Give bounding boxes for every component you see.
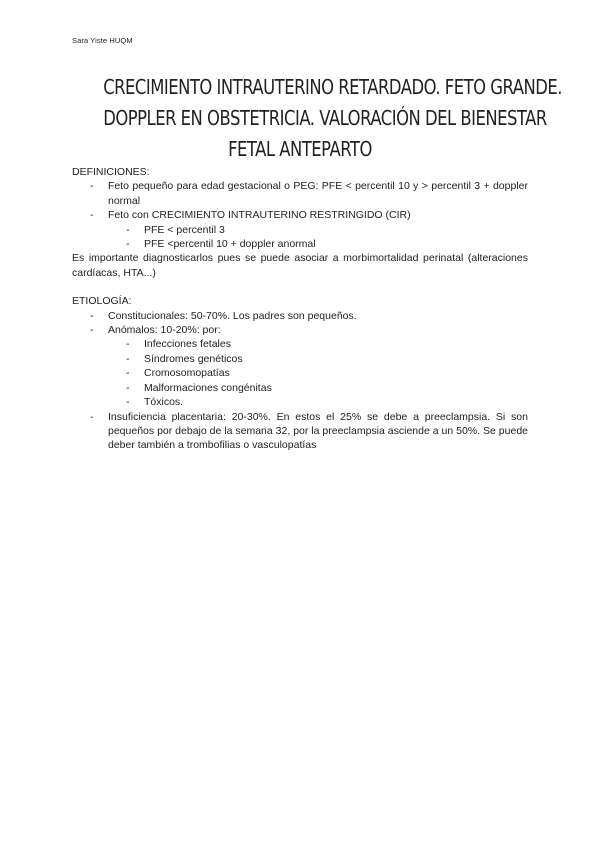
header-author: Sara Yiste HUQM xyxy=(72,36,133,45)
cir-sublist xyxy=(72,223,528,252)
etiologia-list xyxy=(72,309,528,338)
list-item xyxy=(72,410,528,453)
title-line-1: CRECIMIENTO INTRAUTERINO RETARDADO. FETO GRANDE. xyxy=(103,75,562,99)
dash-bullet: - xyxy=(126,381,130,394)
anomalo-cromosomopatias: Cromosomopatías xyxy=(144,367,230,380)
definiciones-note: Es importante diagnosticarlos pues se puede asociar a morbimortalidad perinatal (alteraciones cardíacas, HTA...) xyxy=(72,252,528,279)
list-item xyxy=(72,323,528,337)
dash-bullet: - xyxy=(90,309,94,322)
title-line-2: DOPPLER EN OBSTETRICIA. VALORACIÓN DEL BIENESTAR xyxy=(103,106,547,130)
section-spacer xyxy=(72,280,528,294)
dash-bullet: - xyxy=(90,209,94,222)
etiologia-list-continued xyxy=(72,410,528,453)
anomalo-infecciones: Infecciones fetales xyxy=(144,338,231,351)
etiologia-insuficiencia-placentaria: Insuficiencia placentaria: 20-30%. En estos el 25% se debe a preeclampsia. Si son pequeños por debajo de la semana 32, por la preeclampsia asciende a un 50%. Se puede deber también a trombofilias o vasculopatías xyxy=(108,410,528,452)
dash-bullet: - xyxy=(126,223,130,236)
list-item xyxy=(72,352,528,366)
list-item xyxy=(72,309,528,323)
dash-bullet: - xyxy=(90,410,94,423)
dash-bullet: - xyxy=(126,367,130,380)
anomalos-sublist xyxy=(72,337,528,409)
dash-bullet: - xyxy=(126,238,130,251)
dash-bullet: - xyxy=(126,338,130,351)
dash-bullet: - xyxy=(126,396,130,409)
cir-criterio-1: PFE < percentil 3 xyxy=(144,223,225,236)
anomalo-sindromes: Síndromes genéticos xyxy=(144,352,243,365)
list-item xyxy=(72,237,528,251)
dash-bullet: - xyxy=(126,352,130,365)
etiologia-constitucionales: Constitucionales: 50-70%. Los padres son pequeños. xyxy=(108,309,357,322)
definiciones-list xyxy=(72,179,528,222)
list-item xyxy=(72,337,528,351)
anomalo-toxicos: Tóxicos. xyxy=(144,396,184,409)
list-item xyxy=(72,381,528,395)
dash-bullet: - xyxy=(90,180,94,193)
list-item xyxy=(72,366,528,380)
definiciones-heading: DEFINICIONES: xyxy=(72,166,150,178)
list-item xyxy=(72,208,528,222)
list-item xyxy=(72,223,528,237)
document-title xyxy=(103,72,562,165)
dash-bullet: - xyxy=(90,324,94,337)
document-body xyxy=(72,165,528,453)
cir-criterio-2: PFE <percentil 10 + doppler anormal xyxy=(144,238,316,251)
anomalo-malformaciones: Malformaciones congénitas xyxy=(144,381,272,394)
title-line-3: FETAL ANTEPARTO xyxy=(228,137,372,161)
definicion-cir: Feto con CRECIMIENTO INTRAUTERINO RESTRINGIDO (CIR) xyxy=(108,209,411,222)
list-item xyxy=(72,395,528,409)
etiologia-heading: ETIOLOGÍA: xyxy=(72,295,132,308)
definicion-peg: Feto pequeño para edad gestacional o PEG: PFE < percentil 10 y > percentil 3 + doppler normal xyxy=(108,180,528,207)
etiologia-anomalos: Anómalos: 10-20%: por: xyxy=(108,324,221,337)
list-item xyxy=(72,179,528,208)
